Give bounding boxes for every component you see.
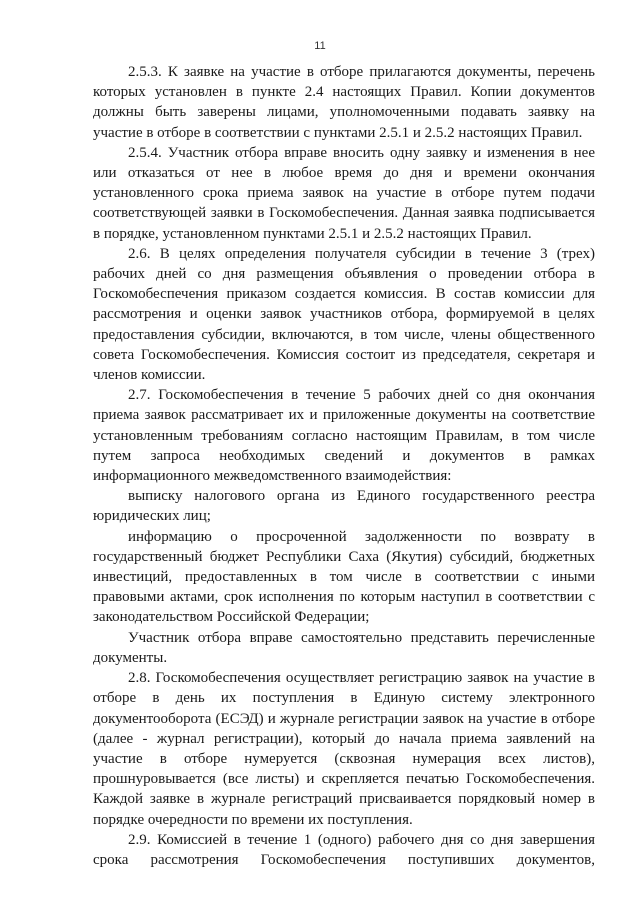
paragraph-2-7-item-debt-info: информацию о просроченной задолженности по возврату в государственный бюджет Республики Саха (Якутия) субсидий, бюджетных инвестиций, предоставленных в том числе в соответствии с иными правовыми актами, срок исполнения по которым наступил в соответствии с законодательством Российской Федерации; [93, 528, 595, 626]
paragraph-2-5-4: 2.5.4. Участник отбора вправе вносить одну заявку и изменения в нее или отказаться от нее в любое время до дня и времени окончания установленного срока приема заявок на участие в отборе путем подачи соответствующей заявки в Госкомобеспечения. Данная заявка подписывается в порядке, установленном пунктами 2.5.1 и 2.5.2 настоящих Правил. [93, 144, 595, 242]
paragraph-2-7-self-submission: Участник отбора вправе самостоятельно представить перечисленные документы. [93, 629, 595, 666]
paragraph-2-6: 2.6. В целях определения получателя субсидии в течение 3 (трех) рабочих дней со дня размещения объявления о проведении отбора в Госкомобеспечения приказом создается комиссия. В состав комиссии для рассмотрения и оценки заявок участников отбора, формируемой в целях предоставления субсидии, включаются, в том числе, члены общественного совета Госкомобеспечения. Комиссия состоит из председателя, секретаря и членов комиссии. [93, 245, 595, 384]
paragraph-2-7: 2.7. Госкомобеспечения в течение 5 рабочих дней со дня окончания приема заявок рассматривает их и приложенные документы на соответствие установленным требованиям согласно настоящим Правилам, в том числе путем запроса необходимых сведений и документов в рамках информационного межведомственного взаимодействия: [93, 387, 595, 485]
page-number: 11 [314, 40, 326, 52]
paragraph-2-9: 2.9. Комиссией в течение 1 (одного) рабочего дня со дня завершения срока рассмотрения Госкомобеспечения поступивших документов, [93, 831, 595, 868]
paragraph-2-8: 2.8. Госкомобеспечения осуществляет регистрацию заявок на участие в отборе в день их поступления в Единую систему электронного документооборота (ЕСЭД) и журнале регистрации заявок на участие в отборе (далее - журнал регистрации), который до начала приема заявлений на участие в отборе нумеруется (сквозная нумерация всех листов), прошнуровывается (все листы) и скрепляется печатью Госкомобеспечения. Каждой заявке в журнале регистраций присваивается порядковый номер в порядке очередности по времени их поступления. [93, 670, 595, 828]
paragraph-2-7-item-extract: выписку налогового органа из Единого государственного реестра юридических лиц; [93, 488, 595, 525]
document-body [93, 62, 595, 870]
paragraph-2-5-3: 2.5.3. К заявке на участие в отборе прилагаются документы, перечень которых установлен в пункте 2.4 настоящих Правил. Копии документов должны быть заверены лицами, уполномоченными подавать заявку на участие в отборе в соответствии с пунктами 2.5.1 и 2.5.2 настоящих Правил. [93, 64, 595, 141]
